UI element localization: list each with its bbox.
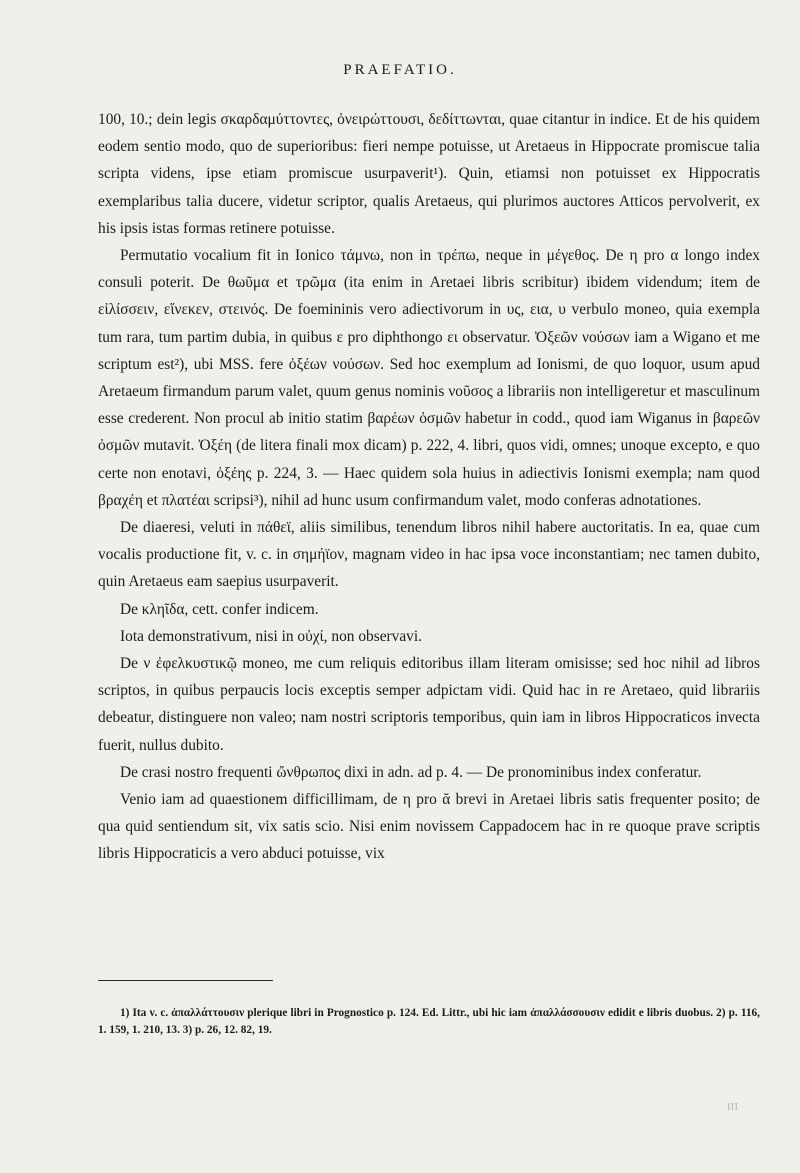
paragraph-8: Venio iam ad quaestionem difficillimam, de η pro ᾰ brevi in Aretaei libris satis frequenter posito; de qua quid sentiendum sit, vix satis scio. Nisi enim novissem Cappadocem hac in re quoque prave scriptis libris Hippocraticis a vero abduci potuisse, vix xyxy=(98,791,760,863)
paragraph-4: De κληῖδα, cett. confer indicem. xyxy=(120,600,319,618)
footnote-rule xyxy=(98,980,273,981)
paragraph-5: Iota demonstrativum, nisi in οὐχί, non observavi. xyxy=(120,627,422,645)
paragraph-2: Permutatio vocalium fit in Ionico τάμνω, non in τρέπω, neque in μέγεθος. De η pro α longo index consuli poterit. De θωῦμα et τρῶμα (ita enim in Aretaei libris scribitur) ibidem videndum; item de εἰλίσσειν, εἵνεκεν, στεινός. De foemininis vero adiectivorum in υς, εια, υ verbulo moneo, quia exempla tum rara, tum partim dubia, in quibus ε pro diphthongo ει observatur. Ὀξεῶν νούσων iam a Wigano et me scriptum est²), ubi MSS. fere ὀξέων νούσων. Sed hoc exemplum ad Ionismi, de quo loquor, usum apud Aretaeum firmandum parum valet, quum genus nominis νοῦσος a librariis non intelligeretur et masculinum esse crederent. Non procul ab initio statim βαρέων ὀσμῶν habetur in codd., quod iam Wiganus in βαρεῶν ὀσμῶν mutavit. Ὀξέη (de litera finali mox dicam) p. 222, 4. libri, quos vidi, omnes; unoque excepto, e quo certe non enotavi, ὀξέης p. 224, 3. — Haec quidem sola huius in adiectivis Ionismi exempla; nam quod βραχέη et πλατέαι scripsi³), nihil ad hunc usum confirmandum valet, modo conferas adnotationes. xyxy=(98,247,760,509)
paragraph-1: 100, 10.; dein legis σκαρδαμύττοντες, ὀνειρώττουσι, δεδίττωνται, quae citantur in indice. Et de his quidem eodem sentio modo, quo de superioribus: fieri nempe potuisse, ut Aretaeus in Hippocrate promiscue talia scripta videns, ipse etiam promiscue usurpaverit¹). Quin, etiamsi non potuisset ex Hippocratis exemplaribus talia ducere, videtur scriptor, qualis Aretaeus, qui plurimos auctores Atticos pervolverit, ex his ipsis istas formas retinere potuisse. xyxy=(98,111,760,237)
paragraph-7: De crasi nostro frequenti ὤνθρωπος dixi in adn. ad p. 4. — De pronominibus index conferatur. xyxy=(120,763,702,781)
body-text xyxy=(98,106,760,868)
footnotes xyxy=(98,1005,760,1039)
paragraph-3: De diaeresi, veluti in πάθεϊ, aliis similibus, tenendum libros nihil habere auctoritatis. In ea, quae cum vocalis productione fit, v. c. in σημήϊον, magnam video in hac ipsa voce inconstantiam; nec tamen dubito, quin Aretaeus eam saepius usurpaverit. xyxy=(98,519,760,591)
running-head: PRAEFATIO. xyxy=(343,62,457,78)
paragraph-6: De ν ἐφελκυστικῷ moneo, me cum reliquis editoribus illam literam omisisse; sed hoc nihil ad libros scriptos, in quibus perpaucis locis exceptis semper adpictam vidi. Quid hac in re Aretaeo, quid librariis debeatur, distinguere non valeo; nam nostri scriptoris temporibus, quin iam in libros Hippocraticos invecta fuerit, nullus dubito. xyxy=(98,655,760,754)
footnote-block: 1) Ita v. c. ἀπαλλάττουσιν plerique libri in Prognostico p. 124. Ed. Littr., ubi hic iam ἀπαλλάσσουσιν edidit e libris duobus. 2) p. 116, 1. 159, 1. 210, 13. 3) p. 26, 12. 82, 19. xyxy=(98,1007,760,1036)
page-mark: III xyxy=(727,1101,738,1113)
